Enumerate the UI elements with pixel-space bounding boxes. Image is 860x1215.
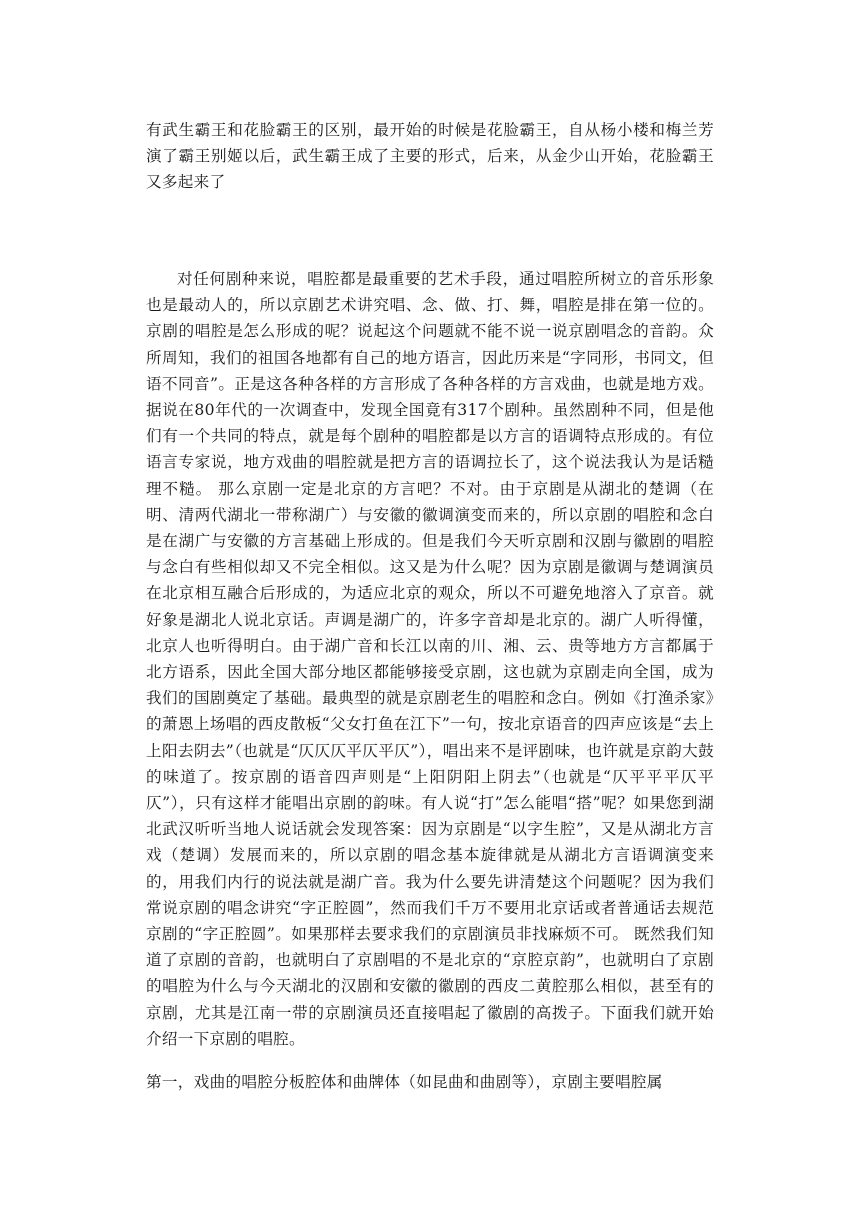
paragraph-section-first: 第一，戏曲的唱腔分板腔体和曲牌体（如昆曲和曲剧等），京剧主要唱腔属: [146, 1073, 663, 1091]
paragraph-intro: 有武生霸王和花脸霸王的区别，最开始的时候是花脸霸王，自从杨小楼和梅兰芳演了霸王别姬以后，武生霸王成了主要的形式，后来，从金少山开始，花脸霸王又多起来了: [146, 121, 714, 192]
paragraph-main: 对任何剧种来说，唱腔都是最重要的艺术手段，通过唱腔所树立的音乐形象也是最动人的，所以京剧艺术讲究唱、念、做、打、舞，唱腔是排在第一位的。 京剧的唱腔是怎么形成的呢？说起这个问题就不能不说一说京剧唱念的音韵。众所周知，我们的祖国各地都有自己的地方语言，因此历来是“字同形，书同文，但语不同音”。正是这各种各样的方言形成了各种各样的方言戏曲，也就是地方戏。据说在80年代的一次调查中，发现全国竟有317个剧种。虽然剧种不同，但是他们有一个共同的特点，就是每个剧种的唱腔都是以方言的语调特点形成的。有位语言专家说，地方戏曲的唱腔就是把方言的语调拉长了，这个说法我认为是话糙理不糙。 那么京剧一定是北京的方言吧？不对。由于京剧是从湖北的楚调（在明、清两代湖北一带称湖广）与安徽的徽调演变而来的，所以京剧的唱腔和念白是在湖广与安徽的方言基础上形成的。但是我们今天听京剧和汉剧与徽剧的唱腔与念白有些相似却又不完全相似。这又是为什么呢？因为京剧是徽调与楚调演员在北京相互融合后形成的，为适应北京的观众，所以不可避免地溶入了京音。就好象是湖北人说北京话。声调是湖广的，许多字音却是北京的。湖广人听得懂，北京人也听得明白。由于湖广音和长江以南的川、湘、云、贵等地方方言都属于北方语系，因此全国大部分地区都能够接受京剧，这也就为京剧走向全国，成为我们的国剧奠定了基础。最典型的就是京剧老生的唱腔和念白。例如《打渔杀家》的萧恩上场唱的西皮散板“父女打鱼在江下”一句，按北京语音的四声应该是“去上上阳去阴去”（也就是“仄仄仄平仄平仄”），唱出来不是评剧味，也许就是京韵大鼓的味道了。按京剧的语音四声则是“上阳阴阳上阴去”（也就是“仄平平平仄平仄”），只有这样才能唱出京剧的韵味。有人说“打”怎么能唱“搭”呢？如果您到湖北武汉听听当地人说话就会发现答案：因为京剧是“以字生腔”，又是从湖北方言戏（楚调）发展而来的，所以京剧的唱念基本旋律就是从湖北方言语调演变来的，用我们内行的说法就是湖广音。我为什么要先讲清楚这个问题呢？因为我们常说京剧的唱念讲究“字正腔圆”，然而我们千万不要用北京话或者普通话去规范京剧的“字正腔圆”。如果那样去要求我们的京剧演员非找麻烦不可。 既然我们知道了京剧的音韵，也就明白了京剧唱的不是北京的“京腔京韵”，也就明白了京剧的唱腔为什么与今天湖北的汉剧和安徽的徽剧的西皮二黄腔那么相似，甚至有的京剧，尤其是江南一带的京剧演员还直接唱起了徽剧的高拨子。下面我们就开始介绍一下京剧的唱腔。: [146, 270, 714, 1048]
